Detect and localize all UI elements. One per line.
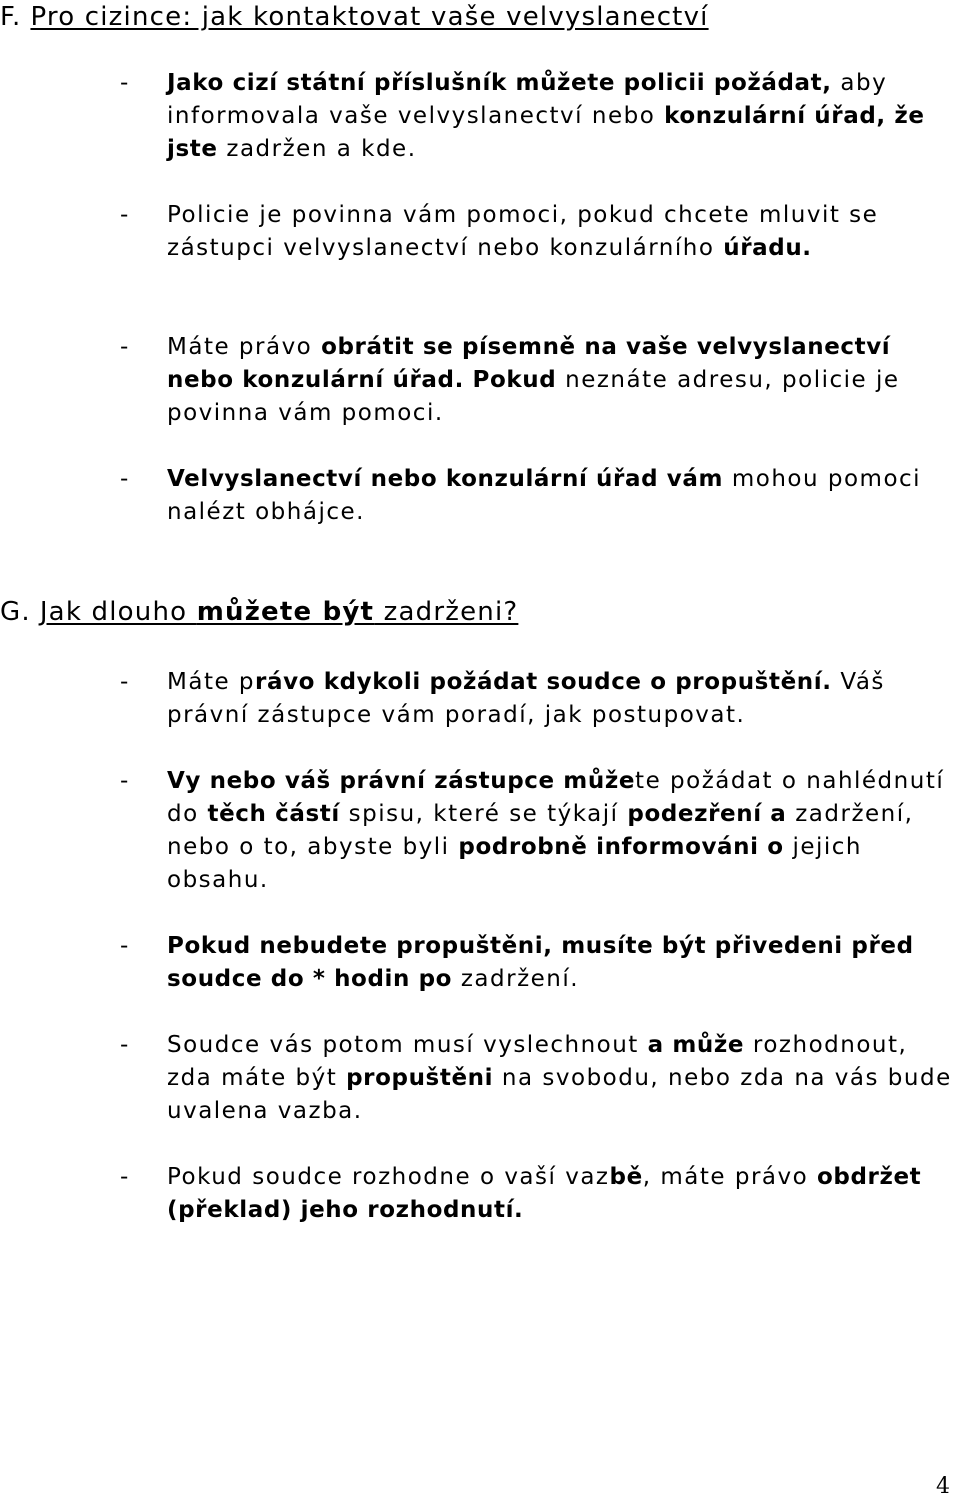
text-segment: te požádat o nahlédnutí do: [167, 768, 945, 827]
bold-text-segment: podrobně informováni o: [458, 834, 784, 860]
bold-text-segment: propuštěni: [346, 1065, 494, 1091]
text-segment: zadrženi?: [374, 597, 519, 627]
text-segment: Váš právní zástupce vám poradí, jak postupovat.: [167, 669, 885, 728]
text-segment: zadržení, nebo o to, abyste byli: [167, 801, 914, 860]
item-text: [167, 666, 957, 732]
bullet-dash: -: [120, 1032, 129, 1058]
page-number: 4: [936, 1474, 950, 1499]
bold-text-segment: obrátit se písemně na vaše velvyslanectví nebo konzulární úřad. Pokud: [167, 334, 891, 393]
bold-text-segment: podezření a: [627, 801, 787, 827]
text-segment: rozhodnout, zda máte být: [167, 1032, 908, 1091]
bold-text-segment: rávo kdykoli požádat soudce o propuštění.: [255, 669, 832, 695]
text-segment: zadržen a kde.: [217, 136, 417, 162]
text-segment: jejich obsahu.: [167, 834, 863, 893]
text-segment: aby informovala vaše velvyslanectví nebo: [167, 70, 888, 129]
bullet-dash: -: [120, 669, 129, 695]
item-text: [167, 67, 957, 166]
text-segment: Policie je povinna vám pomoci, pokud chcete mluvit se zástupci velvyslanectví nebo konzulárního: [167, 202, 879, 261]
item-text: [167, 930, 957, 996]
text-segment: na svobodu, nebo zda na vás bude uvalena vazba.: [167, 1065, 952, 1124]
text-segment: Jak dlouho: [39, 597, 197, 627]
item-text: [167, 199, 957, 265]
bullet-dash: -: [120, 334, 129, 360]
bold-text-segment: těch částí: [207, 801, 340, 827]
bold-text-segment: úřadu.: [723, 235, 812, 261]
bold-text-segment: obdržet (překlad) jeho rozhodnutí.: [167, 1164, 922, 1223]
section-g-title: [40, 597, 519, 627]
bold-text-segment: Pokud nebudete propuštěni, musíte být přivedeni před soudce do * hodin po: [167, 933, 914, 992]
bold-text-segment: můžete být: [196, 597, 375, 627]
text-segment: , máte právo: [642, 1164, 818, 1190]
bold-text-segment: Jako cizí státní příslušník můžete policii požádat,: [167, 70, 832, 96]
bullet-dash: -: [120, 466, 129, 492]
text-segment: zadržení.: [452, 966, 580, 992]
bullet-dash: -: [120, 933, 129, 959]
text-segment: Soudce vás potom musí vyslechnout: [167, 1032, 648, 1058]
bold-text-segment: Velvyslanectví nebo konzulární úřad vám: [167, 466, 724, 492]
bold-text-segment: a může: [647, 1032, 745, 1058]
section-f-letter: F.: [0, 2, 22, 32]
bullet-dash: -: [120, 70, 129, 96]
text-segment: spisu, které se týkají: [339, 801, 628, 827]
text-segment: Máte právo: [167, 334, 322, 360]
item-text: [167, 1029, 957, 1128]
section-f-heading: [0, 2, 709, 32]
bold-text-segment: bě: [609, 1164, 643, 1190]
item-text: [167, 765, 957, 897]
text-segment: neznáte adresu, policie je povinna vám pomoci.: [167, 367, 900, 426]
bullet-dash: -: [120, 1164, 129, 1190]
text-segment: mohou pomoci nalézt obhájce.: [167, 466, 922, 525]
bullet-dash: -: [120, 202, 129, 228]
text-segment: Pokud soudce rozhodne o vaší vaz: [167, 1164, 610, 1190]
bold-text-segment: konzulární úřad, že jste: [167, 103, 925, 162]
text-segment: Máte p: [167, 669, 256, 695]
item-text: [167, 331, 957, 430]
bullet-dash: -: [120, 768, 129, 794]
item-text: [167, 463, 957, 529]
item-text: [167, 1161, 957, 1227]
section-g-letter: G.: [0, 597, 31, 627]
section-g-heading: [0, 597, 518, 627]
section-f-title: Pro cizince: jak kontaktovat vaše velvyslanectví: [30, 2, 709, 32]
bold-text-segment: Vy nebo váš právní zástupce může: [167, 768, 636, 794]
